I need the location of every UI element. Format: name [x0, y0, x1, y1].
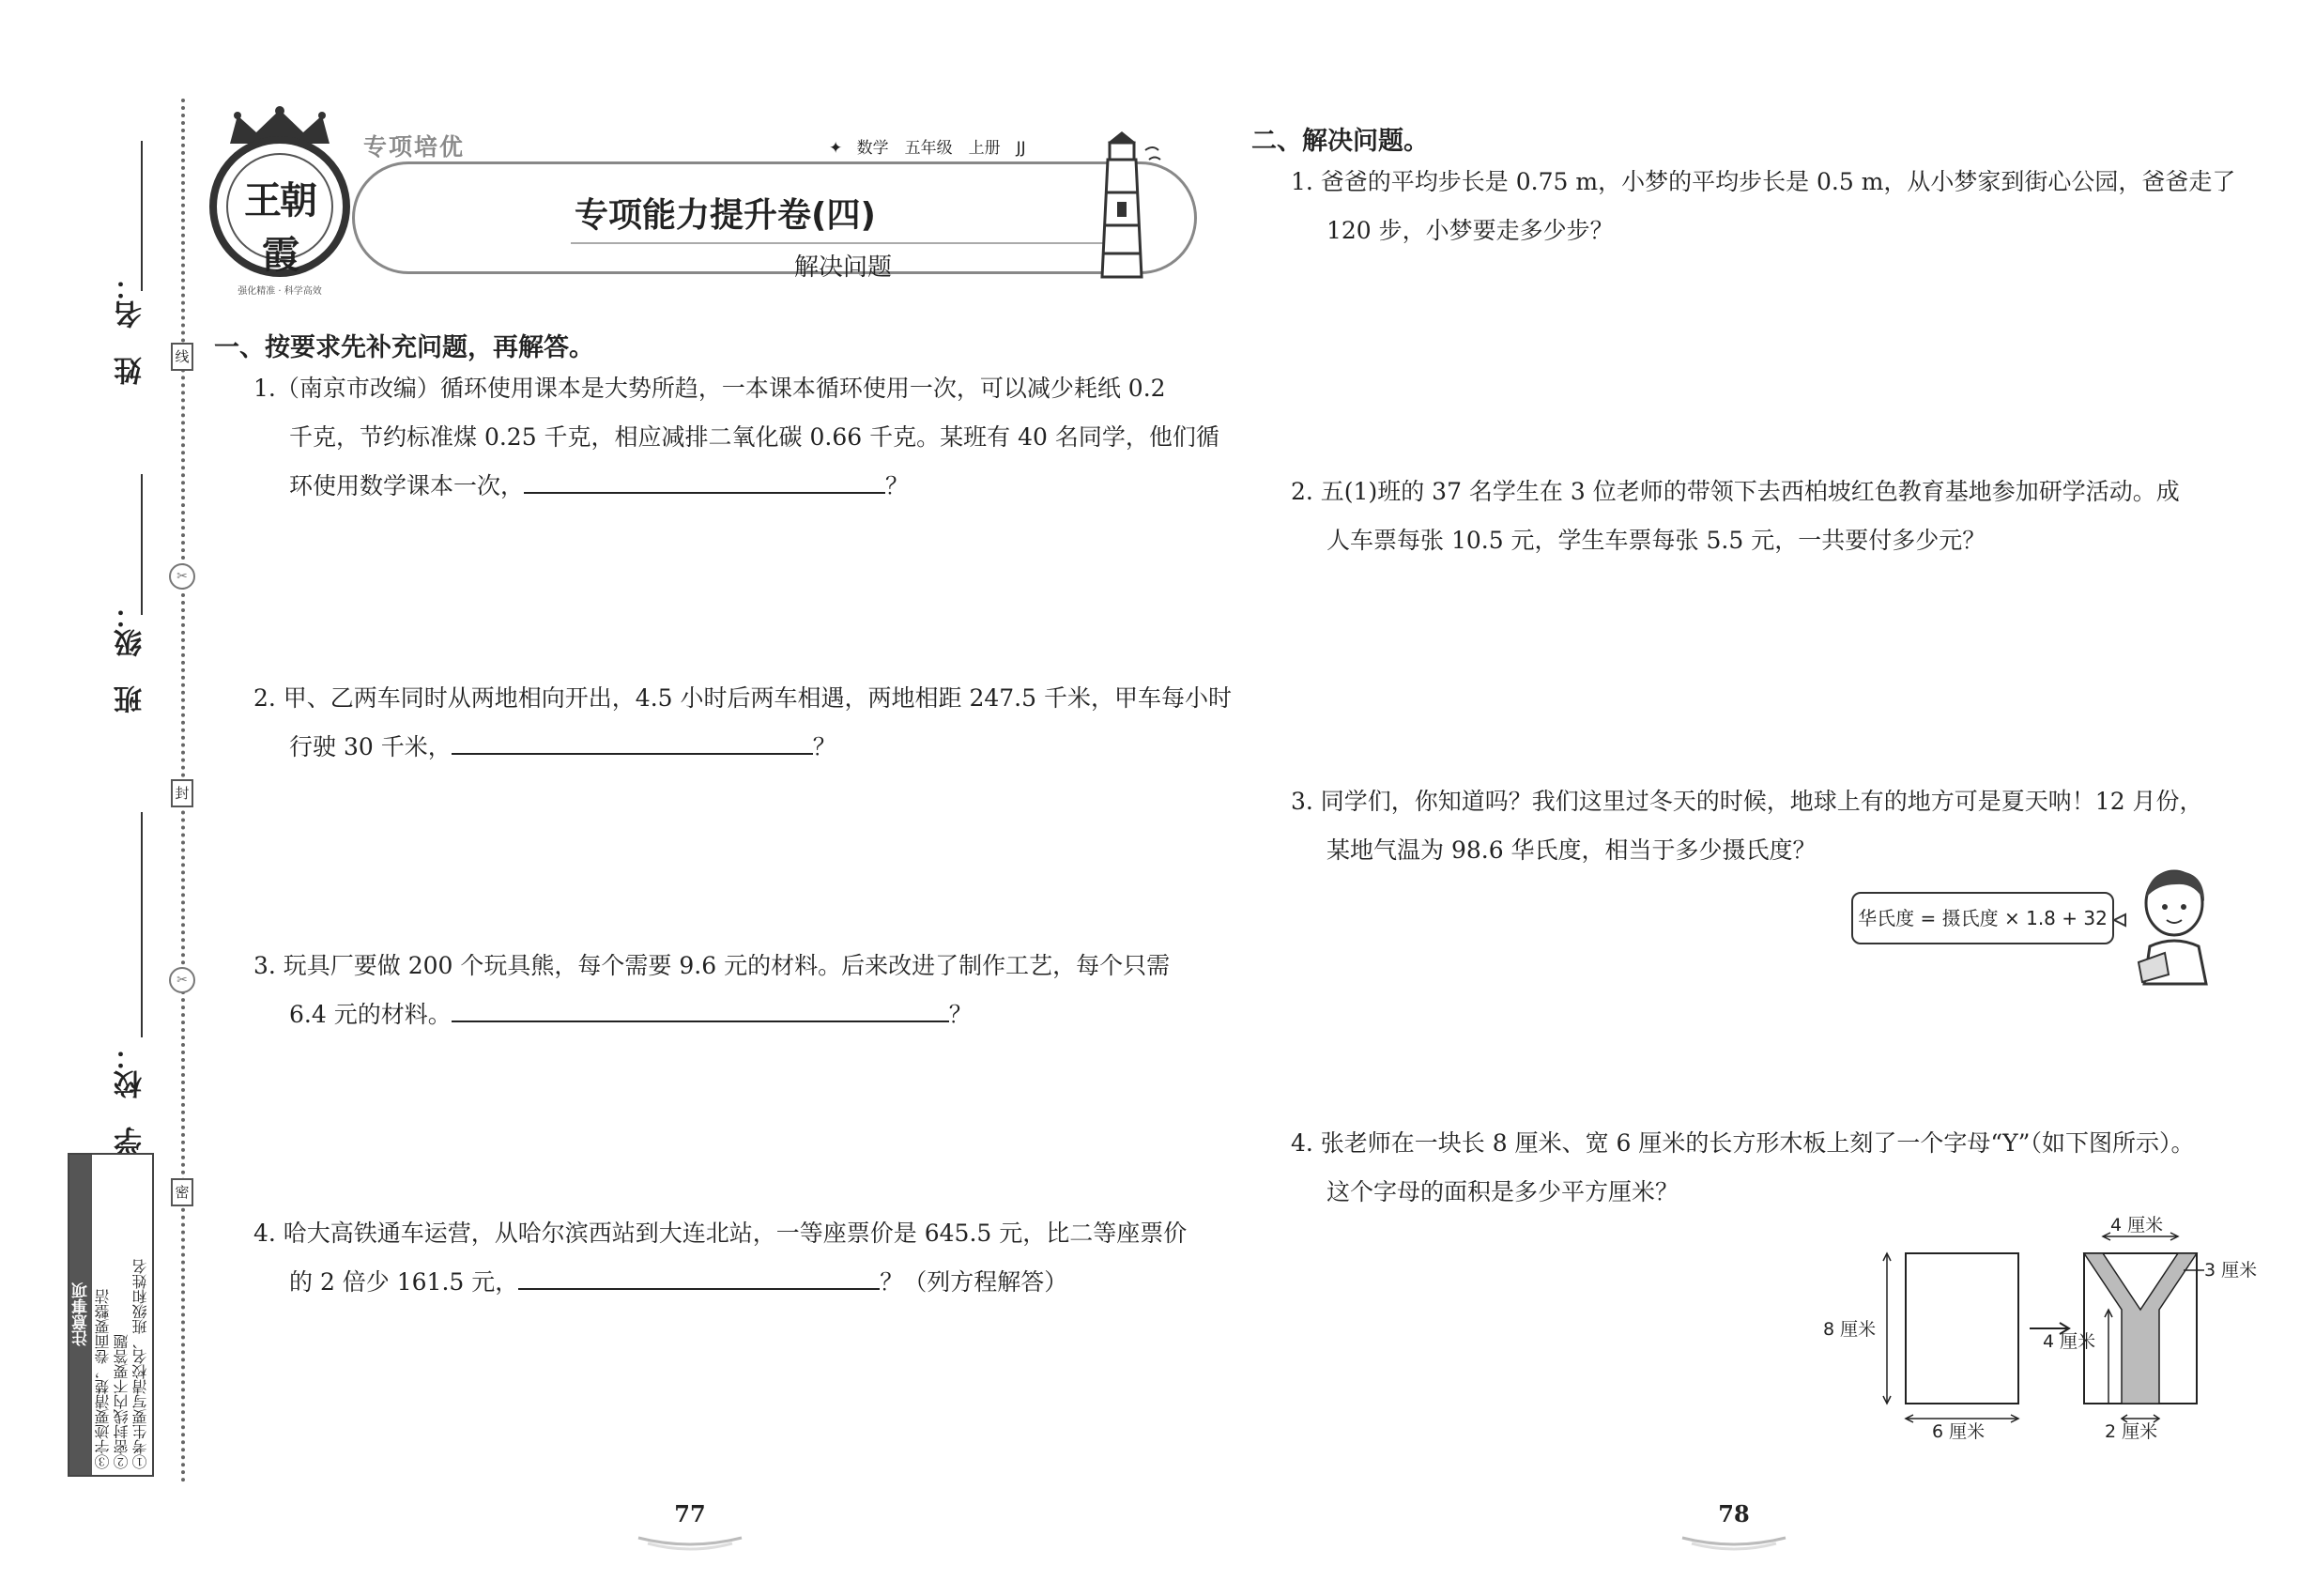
- scissors-icon: ✂: [169, 563, 195, 590]
- y-letter-diagram: [1821, 1215, 2258, 1442]
- question-3: 3. 玩具厂要做 200 个玩具熊，每个需要 9.6 元的材料。后来改进了制作工艺，每个只需 6.4 元的材料。 ？: [253, 952, 1171, 1028]
- notice-item: ③字迹要清楚，卷面要整洁: [94, 1289, 112, 1469]
- seal-mark-mid: 封: [171, 779, 193, 807]
- page-title: 专项能力提升卷(四): [575, 196, 876, 235]
- seal-mark-top: 线: [171, 343, 193, 371]
- answer-blank-q2[interactable]: [452, 729, 813, 755]
- name-blank[interactable]: [141, 141, 143, 291]
- school-label: 学 校：: [115, 1042, 147, 1155]
- page-header: [202, 108, 1192, 297]
- page-number-right: 78: [1718, 1500, 1750, 1527]
- page-number-left: 77: [674, 1500, 706, 1527]
- page-number-decoration: [638, 1530, 742, 1549]
- scissors-icon: ✂: [169, 967, 195, 993]
- section-heading-1: 一、按要求先补充问题，再解答。: [214, 333, 594, 362]
- question-r1: 1. 爸爸的平均步长是 0.75 m，小梦的平均步长是 0.5 m，从小梦家到街心公园，爸爸走了 120 步，小梦要走多少步？: [1291, 168, 2236, 244]
- answer-blank-q3[interactable]: [452, 996, 949, 1022]
- notice-title: 注意事项: [69, 1155, 92, 1475]
- answer-blank-q4[interactable]: [518, 1264, 880, 1290]
- school-blank[interactable]: [141, 812, 143, 1037]
- label-top-4cm: 4 厘米: [2110, 1215, 2164, 1235]
- class-blank[interactable]: [141, 474, 143, 615]
- formula-speech-bubble: 华氏度 = 摄氏度 × 1.8 + 32: [1851, 892, 2114, 944]
- lighthouse-icon: [1080, 131, 1164, 282]
- question-r4: 4. 张老师在一块长 8 厘米、宽 6 厘米的长方形木板上刻了一个字母“Y”（如下图所示）。 这个字母的面积是多少平方厘米？: [1291, 1129, 2195, 1205]
- question-r3: 3. 同学们，你知道吗？我们这里过冬天的时候，地球上有的地方可是夏天呐！12 月份， 某地气温为 98.6 华氏度，相当于多少摄氏度？: [1291, 788, 2203, 864]
- label-3cm: 3 厘米: [2204, 1260, 2258, 1281]
- label-6cm: 6 厘米: [1932, 1421, 1986, 1442]
- label-2cm: 2 厘米: [2105, 1421, 2158, 1442]
- page-number-decoration: [1682, 1530, 1786, 1549]
- label-8cm: 8 厘米: [1823, 1319, 1877, 1340]
- banner-tag: 专项培优: [363, 133, 466, 161]
- student-cartoon-icon: [2120, 864, 2225, 986]
- question-r2: 2. 五(1)班的 37 名学生在 3 位老师的带领下去西柏坡红色教育基地参加研学活动。成 人车票每张 10.5 元，学生车票每张 5.5 元，一共要付多少元？: [1291, 478, 2180, 554]
- binding-margin: [0, 0, 197, 1596]
- name-label: 姓 名：: [115, 272, 147, 385]
- page-subtitle: 解决问题: [793, 253, 892, 282]
- section-heading-2: 二、解决问题。: [1251, 127, 1429, 156]
- question-1: 1.（南京市改编）循环使用课本是大势所趋，一本课本循环使用一次，可以减少耗纸 0.2 千克，节约标准煤 0.25 千克，相应减排二氧化碳 0.66 千克。某班有 40 名同学，他们循 环使用数学课本一次， ？: [253, 375, 1219, 499]
- label-mid-4cm: 4 厘米: [2043, 1331, 2096, 1352]
- board-rectangle: [1906, 1253, 2018, 1404]
- seal-mark-bottom: 密: [171, 1178, 193, 1206]
- notice-box: [68, 1153, 154, 1477]
- book-meta: ✦ 数学 五年级 上册 JJ: [829, 139, 1026, 158]
- banner-sub-divider: [571, 242, 1115, 280]
- question-2: 2. 甲、乙两车同时从两地相向开出，4.5 小时后两车相遇，两地相距 247.5 千米，甲车每小时 行驶 30 千米， ？: [253, 684, 1232, 760]
- question-4: 4. 哈大高铁通车运营，从哈尔滨西站到大连北站，一等座票价是 645.5 元，比二等座票价 的 2 倍少 161.5 元， ？（列方程解答）: [253, 1220, 1188, 1296]
- brand-name: 王朝霞: [244, 178, 315, 277]
- sparkle-icon: ✦: [829, 139, 843, 158]
- brand-slogan: 强化精准 · 科学高效: [238, 286, 322, 297]
- notice-item: ①考生要写清校名、班级和姓名: [131, 1259, 149, 1469]
- answer-blank-q1[interactable]: [524, 468, 885, 494]
- notice-item: ②密封线内不要答题: [113, 1334, 130, 1469]
- class-label: 班 级：: [115, 601, 147, 714]
